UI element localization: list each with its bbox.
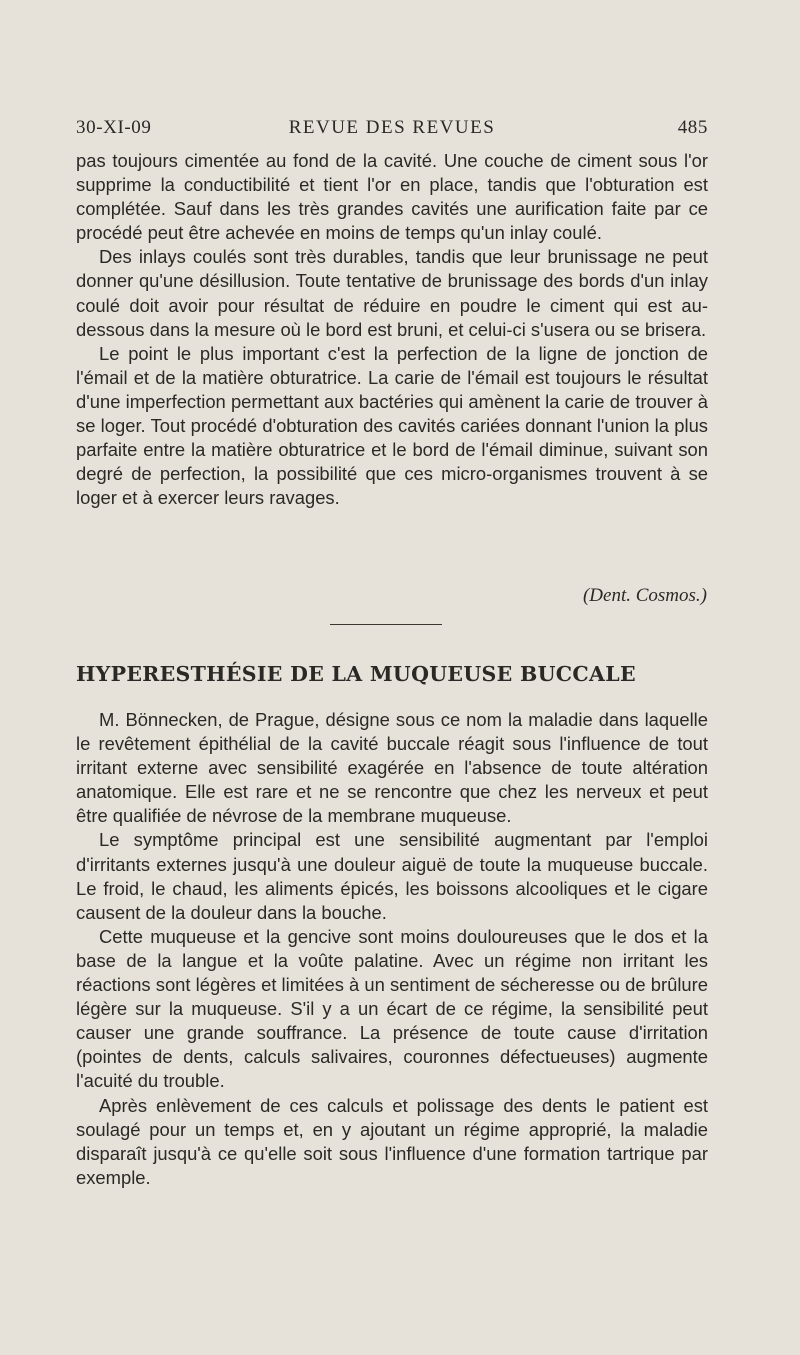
page-number: 485 xyxy=(677,117,708,138)
article-dental-inlays xyxy=(76,149,708,510)
section-divider xyxy=(330,624,442,625)
article-hyperesthesia xyxy=(76,708,708,1190)
header-journal-title: REVUE DES REVUES xyxy=(288,117,496,138)
running-header xyxy=(76,117,708,141)
paragraph: Le point le plus important c'est la perfection de la ligne de jonction de l'émail et de la matière obturatrice. La carie de l'émail est toujours le résultat d'une imperfection permettant aux bactéries qui amènent la carie de trouver à se loger. Tout procédé d'obturation des cavités cariées donnant l'union la plus parfaite entre la matière obturatrice et le bord de l'émail diminue, suivant son degré de perfection, la possibilité que ces micro-organismes trouvent à se loger et à exercer leurs ravages. xyxy=(76,342,708,509)
paragraph: Le symptôme principal est une sensibilité augmentant par l'emploi d'irritants externes jusqu'à une douleur aiguë de toute la muqueuse buccale. Le froid, le chaud, les aliments épicés, les boissons alcooliques et le cigare causent de la douleur dans la bouche. xyxy=(76,829,708,923)
paragraph: M. Bönnecken, de Prague, désigne sous ce nom la maladie dans laquelle le revêtement épithélial de la cavité buccale réagit sous l'influence de tout irritant externe avec sensibilité exagérée en l'absence de toute altération anatomique. Elle est rare et ne se rencontre que chez les nerveux et peut être qualifiée de névrose de la membrane muqueuse. xyxy=(76,709,708,827)
paragraph: Des inlays coulés sont très durables, tandis que leur brunissage ne peut donner qu'une désillusion. Toute tentative de brunissage des bords d'un inlay coulé doit avoir pour résultat de réduire en poudre le ciment qui est au-dessous dans la mesure où le bord est bruni, et celui-ci s'usera ou se brisera. xyxy=(76,246,708,340)
paragraph: Cette muqueuse et la gencive sont moins douloureuses que le dos et la base de la langue et la voûte palatine. Avec un régime non irritant les réactions sont légères et limitées à un sentiment de sécheresse ou de brûlure légère sur la muqueuse. S'il y a un écart de ce régime, la sensibilité peut causer une grande souffrance. La présence de toute cause d'irritation (pointes de dents, calculs salivaires, couronnes défectueuses) augmente l'acuité du trouble. xyxy=(76,925,708,1092)
paragraph: Après enlèvement de ces calculs et polissage des dents le patient est soulagé pour un temps et, en y ajoutant un régime approprié, la maladie disparaît jusqu'à ce qu'elle soit sous l'influence d'une formation tartrique par exemple. xyxy=(76,1094,708,1188)
source-citation: (Dent. Cosmos.) xyxy=(582,585,707,606)
article-heading: HYPERESTHÉSIE DE LA MUQUEUSE BUCCALE xyxy=(76,662,636,686)
paragraph: pas toujours cimentée au fond de la cavité. Une couche de ciment sous l'or supprime la conductibilité et tient l'or en place, tandis que l'obturation est complétée. Sauf dans les très grandes cavités une aurification faite par ce procédé peut être achevée en moins de temps qu'un inlay coulé. xyxy=(76,150,708,244)
header-date: 30-XI-09 xyxy=(76,117,152,138)
